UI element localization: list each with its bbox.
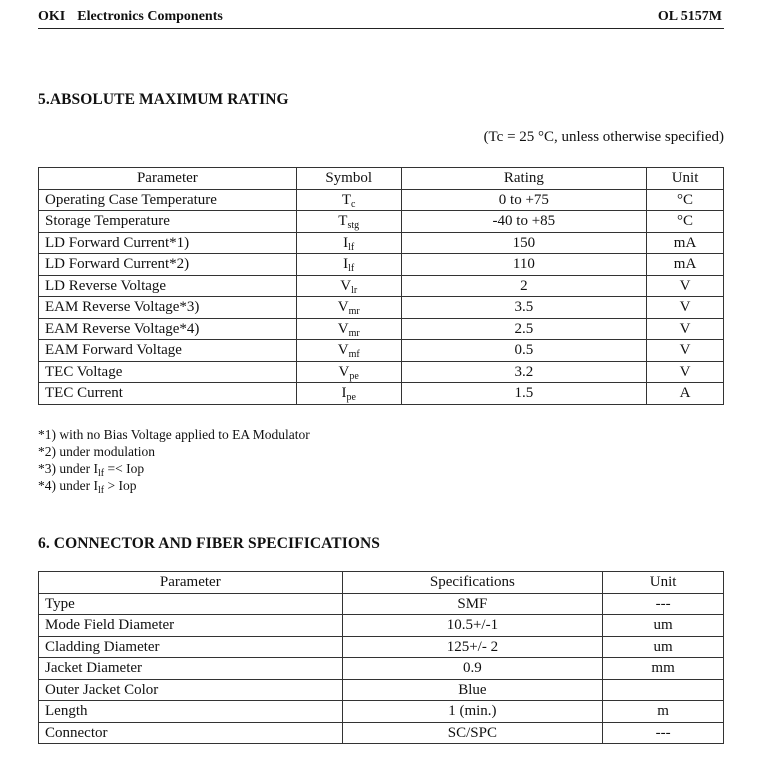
table-row: [39, 636, 724, 658]
connector-fiber-table: [38, 571, 724, 744]
parameter-cell: Cladding Diameter: [39, 636, 343, 658]
footnote-3-text: *3) under I: [38, 461, 98, 476]
spec-cell: 125+/- 2: [342, 636, 603, 658]
col-header-parameter: Parameter: [39, 572, 343, 594]
table-row: [39, 679, 724, 701]
symbol-cell: [296, 232, 401, 254]
symbol-cell: [296, 254, 401, 276]
test-conditions: (Tc = 25 °C, unless otherwise specified): [483, 129, 724, 145]
footnotes: [38, 426, 310, 494]
symbol-cell: [296, 275, 401, 297]
parameter-cell: Mode Field Diameter: [39, 615, 343, 637]
footnote-3-cond: =< Iop: [104, 461, 145, 476]
symbol-letter: V: [338, 363, 350, 380]
footnote-3: [38, 460, 310, 477]
parameter-cell: Type: [39, 593, 343, 615]
symbol-letter: V: [340, 277, 352, 294]
symbol-subscript: pe: [346, 392, 356, 404]
unit-cell: um: [603, 636, 724, 658]
parameter-cell: Storage Temperature: [39, 211, 297, 233]
parameter-cell: TEC Voltage: [39, 361, 297, 383]
parameter-cell: EAM Reverse Voltage*4): [39, 318, 297, 340]
rating-cell: 2: [401, 275, 646, 297]
symbol-cell: [296, 361, 401, 383]
symbol-letter: V: [337, 342, 349, 359]
unit-cell: °C: [647, 211, 724, 233]
unit-cell: mA: [647, 232, 724, 254]
table-row: [39, 340, 724, 362]
footnote-4-sub: lf: [97, 485, 105, 496]
symbol-subscript: mf: [348, 349, 360, 361]
section-5-title: 5.ABSOLUTE MAXIMUM RATING: [38, 91, 289, 108]
symbol-cell: [296, 297, 401, 319]
table-row: [39, 593, 724, 615]
table-header-row: [39, 572, 724, 594]
symbol-letter: I: [341, 385, 347, 402]
rating-cell: 3.2: [401, 361, 646, 383]
unit-cell: V: [647, 361, 724, 383]
table-row: [39, 658, 724, 680]
col-header-unit: Unit: [603, 572, 724, 594]
footnote-2: *2) under modulation: [38, 444, 155, 459]
symbol-letter: V: [337, 299, 349, 316]
footnote-4-cond: > Iop: [104, 478, 137, 493]
col-header-unit: Unit: [647, 168, 724, 190]
parameter-cell: Operating Case Temperature: [39, 189, 297, 211]
symbol-letter: I: [343, 234, 349, 251]
table-row: [39, 254, 724, 276]
unit-cell: °C: [647, 189, 724, 211]
absolute-max-rating-table: [38, 167, 724, 405]
section-6-title: 6. CONNECTOR AND FIBER SPECIFICATIONS: [38, 535, 381, 552]
parameter-cell: EAM Reverse Voltage*3): [39, 297, 297, 319]
rating-cell: 0 to +75: [401, 189, 646, 211]
rating-cell: 2.5: [401, 318, 646, 340]
symbol-letter: I: [343, 256, 349, 273]
symbol-subscript: lr: [351, 284, 358, 296]
table-row: [39, 189, 724, 211]
symbol-subscript: lf: [348, 263, 355, 275]
table-row: [39, 383, 724, 405]
brand-name: OKI: [38, 9, 66, 24]
table-row: [39, 297, 724, 319]
spec-cell: 0.9: [342, 658, 603, 680]
parameter-cell: EAM Forward Voltage: [39, 340, 297, 362]
parameter-cell: LD Forward Current*2): [39, 254, 297, 276]
parameter-cell: Outer Jacket Color: [39, 679, 343, 701]
rating-cell: 1.5: [401, 383, 646, 405]
footnote-4-text: *4) under I: [38, 478, 98, 493]
table-row: [39, 232, 724, 254]
unit-cell: [603, 679, 724, 701]
symbol-cell: [296, 318, 401, 340]
spec-cell: SC/SPC: [342, 722, 603, 744]
col-header-specifications: Specifications: [342, 572, 603, 594]
table-row: [39, 275, 724, 297]
unit-cell: ---: [603, 593, 724, 615]
unit-cell: mA: [647, 254, 724, 276]
unit-cell: m: [603, 701, 724, 723]
table-row: [39, 615, 724, 637]
col-header-rating: Rating: [401, 168, 646, 190]
symbol-subscript: c: [351, 198, 356, 210]
symbol-subscript: mr: [348, 327, 360, 339]
rating-cell: 0.5: [401, 340, 646, 362]
footnote-4: [38, 477, 310, 494]
unit-cell: V: [647, 297, 724, 319]
table-header-row: [39, 168, 724, 190]
symbol-subscript: stg: [347, 220, 360, 232]
col-header-parameter: Parameter: [39, 168, 297, 190]
symbol-subscript: mr: [348, 306, 360, 318]
table-row: [39, 701, 724, 723]
company-name: Electronics Components: [77, 9, 223, 24]
symbol-cell: [296, 189, 401, 211]
col-header-symbol: Symbol: [296, 168, 401, 190]
unit-cell: A: [647, 383, 724, 405]
rating-cell: 150: [401, 232, 646, 254]
unit-cell: mm: [603, 658, 724, 680]
unit-cell: V: [647, 275, 724, 297]
unit-cell: ---: [603, 722, 724, 744]
table-row: [39, 318, 724, 340]
page-header: [38, 8, 724, 29]
parameter-cell: LD Reverse Voltage: [39, 275, 297, 297]
unit-cell: V: [647, 318, 724, 340]
rating-cell: 110: [401, 254, 646, 276]
symbol-letter: T: [341, 191, 352, 208]
rating-cell: -40 to +85: [401, 211, 646, 233]
footnote-1: *1) with no Bias Voltage applied to EA Modulator: [38, 427, 310, 442]
unit-cell: um: [603, 615, 724, 637]
rating-cell: 3.5: [401, 297, 646, 319]
spec-cell: SMF: [342, 593, 603, 615]
parameter-cell: Connector: [39, 722, 343, 744]
parameter-cell: LD Forward Current*1): [39, 232, 297, 254]
spec-cell: Blue: [342, 679, 603, 701]
symbol-subscript: pe: [349, 370, 359, 382]
table-row: [39, 361, 724, 383]
company-line: [38, 9, 223, 25]
spec-cell: 1 (min.): [342, 701, 603, 723]
symbol-cell: [296, 340, 401, 362]
symbol-cell: [296, 383, 401, 405]
model-number: OL 5157M: [657, 9, 722, 24]
symbol-letter: V: [337, 320, 349, 337]
unit-cell: V: [647, 340, 724, 362]
parameter-cell: Length: [39, 701, 343, 723]
symbol-subscript: lf: [348, 241, 355, 253]
footnote-3-sub: lf: [97, 468, 105, 479]
symbol-cell: [296, 211, 401, 233]
table-row: [39, 722, 724, 744]
symbol-letter: T: [338, 213, 348, 230]
parameter-cell: TEC Current: [39, 383, 297, 405]
table-row: [39, 211, 724, 233]
parameter-cell: Jacket Diameter: [39, 658, 343, 680]
spec-cell: 10.5+/-1: [342, 615, 603, 637]
